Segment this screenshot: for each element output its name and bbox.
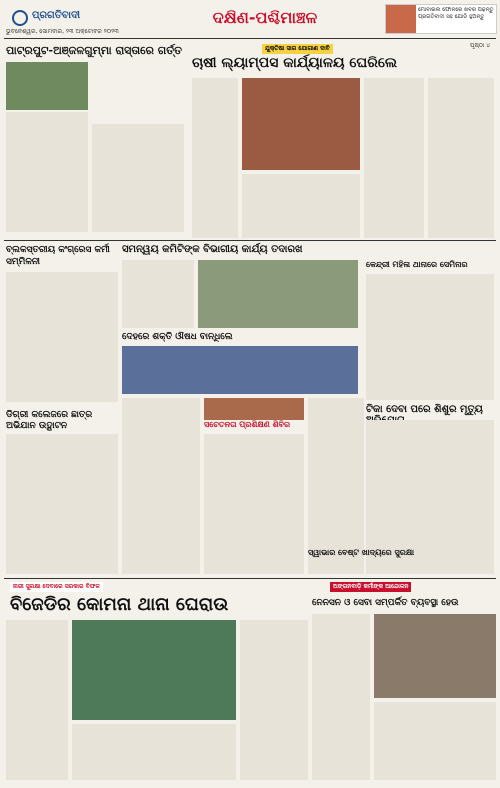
scheme-headline: ସ୍ୱାଭାର ବେଷ୍ଟ ଖାଦ୍ୟରେ ସୁରକ୍ଷା (308, 548, 415, 557)
farmers-photo (242, 78, 360, 170)
police-body (6, 620, 68, 780)
awareness-headline: ସଚେତନତା ପ୍ରଶିକ୍ଷଣ ଶିବିର (204, 420, 291, 429)
promo-photo (386, 5, 416, 33)
congress-headline: ବ୍ଲକସ୍ତରୀୟ କଂଗ୍ରେସ କର୍ମୀ ସମ୍ମିଳନୀ (6, 245, 110, 267)
medicine-body (122, 398, 200, 574)
jobs-body (312, 614, 370, 780)
logo-mark (12, 10, 28, 26)
jobs-strap: ଅଙ୍ଗନବାଡ଼ି କର୍ମୀଙ୍କ ଆନ୍ଦୋଳନ (330, 582, 411, 592)
page-number: ପୃଷ୍ଠା ୪ (470, 42, 491, 49)
road-body-2 (6, 112, 88, 232)
farmers-body-4 (242, 174, 360, 238)
students-body (6, 434, 118, 574)
jobs-body-2 (374, 702, 496, 780)
police-headline: ବିଜେଡିର କୋମନା ଥାନା ଘେରାଉ (10, 594, 229, 615)
farmers-body-2 (364, 78, 424, 238)
police-body-2 (240, 620, 308, 780)
farmers-headline: ଚାଷୀ ଲ୍ୟାମ୍ପସ କାର୍ଯ୍ୟାଳୟ ଘେରିଲେ (192, 55, 398, 71)
congress-body (6, 272, 118, 402)
road-body-3 (92, 124, 184, 232)
police-body-3 (72, 724, 236, 780)
jobs-headline: ନେନସନ ଓ ସେବା ସମ୍ପର୍କିତ ବ୍ୟବସ୍ଥା ହେଉ (312, 598, 459, 608)
awareness-photo (204, 398, 304, 420)
rule-1 (4, 240, 496, 241)
committee-body (122, 260, 194, 328)
promo-text: ମୋବାଇଲ ଫୋନରେ ଖବର ପଢ଼ନ୍ତୁ ପ୍ରଗତିବାଦୀ ସହ ଯୋଡି ହୁଅନ୍ତୁ (418, 7, 494, 20)
road-headline: ପାଟ୍ରପୁଟ-ଅଞ୍ଜଳଗୁମ୍ମା ରାସ୍ତାରେ ଗର୍ତ୍ତ (6, 44, 182, 57)
farmers-body-3 (428, 78, 494, 238)
police-strap: ନାରୀ ସୁରକ୍ଷା ଦେବାରେ ସରକାର ବିଫଳ (10, 582, 103, 592)
rule-2 (4, 578, 496, 579)
logo-text: ପ୍ରଗତିବାଦୀ (32, 10, 81, 21)
farmers-strap: ଯୁକ୍ତିଷା ସାର ଯୋଗାଣ ଦାବି (262, 44, 333, 54)
committee-photo (198, 260, 358, 328)
students-headline: ଡିଗ୍ରୀ କଲେଜରେ ଛାତ୍ର ଅଭିଯାନ ଉଦ୍ଘାଟନ (6, 410, 93, 431)
awareness-body (204, 434, 304, 574)
medicine-photo (122, 346, 358, 394)
jobs-photo (374, 614, 496, 698)
vaccine-headline: ଟିକା ଦେବା ପରେ ଶିଶୁର ମୃତ୍ୟୁ (366, 404, 483, 415)
police-photo (72, 620, 236, 720)
mahila-headline: କେନ୍ଦ୍ରୀ ମହିଳା ଥାନାରେ ସେମିନାର (366, 260, 468, 269)
promo-box[interactable] (385, 4, 497, 34)
section-title: ଦକ୍ଷିଣ-ପଶ୍ଚିମାଞ୍ଚଳ (212, 8, 318, 27)
header-rule (4, 38, 496, 39)
committee-headline: ସମନ୍ୱୟ କମିଟିଙ୍କ ବିଭାଗୀୟ କାର୍ଯ୍ୟ ତଦାରଖ (122, 244, 303, 255)
road-body (92, 62, 184, 122)
road-photo (6, 62, 88, 110)
date-line: ଭୁବନେଶ୍ୱର, ସୋମବାର, ୨୩ ଅକ୍ଟୋବର ୨୦୨୩ (6, 28, 119, 35)
medicine-headline: ଦେହରେ ଶକ୍ତି ଔଷଧ ବାନ୍ଧିଲେ (122, 332, 233, 342)
mahila-body (366, 274, 494, 400)
farmers-body (192, 78, 238, 238)
